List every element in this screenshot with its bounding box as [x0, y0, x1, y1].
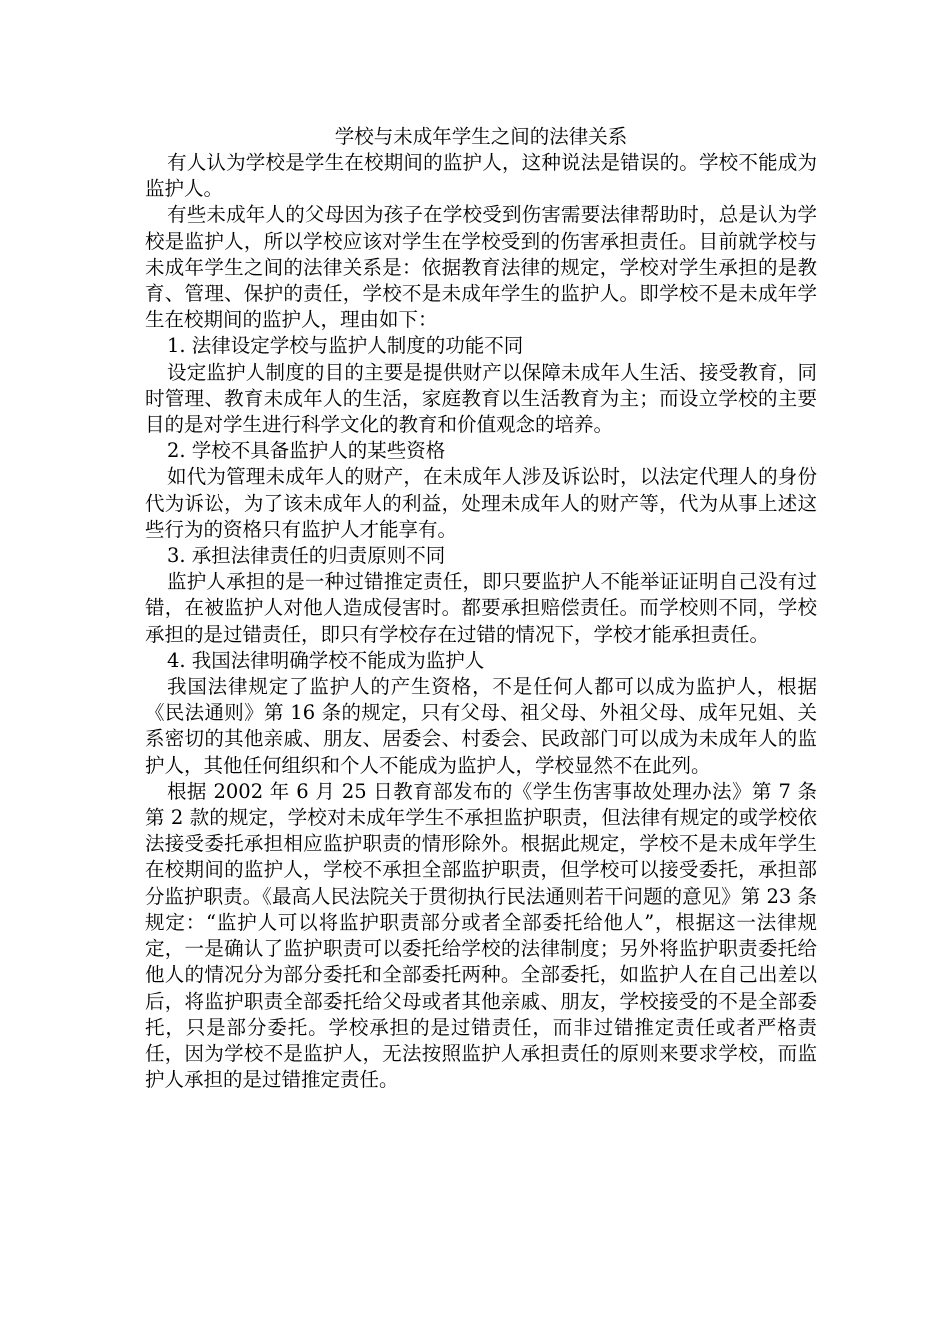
section-heading-2: 2. 学校不具备监护人的某些资格 — [167, 439, 446, 463]
section-heading-1: 1. 法律设定学校与监护人制度的功能不同 — [167, 334, 524, 358]
section-paragraph-4: 我国法律规定了监护人的产生资格，不是任何人都可以成为监护人，根据《民法通则》第 16 条的规定，只有父母、祖父母、外祖父母、成年兄姐、关系密切的其他亲戚、朋友、居委会、村委会、民政部门可以成为未成年人的监护人，其他任何组织和个人不能成为监护人，学校显然不在此列。 — [145, 675, 817, 777]
section-heading-3: 3. 承担法律责任的归责原则不同 — [167, 544, 446, 568]
background-paragraph: 有些未成年人的父母因为孩子在学校受到伤害需要法律帮助时，总是认为学校是监护人，所以学校应该对学生在学校受到的伤害承担责任。目前就学校与未成年学生之间的法律关系是：依据教育法律的规定，学校对学生承担的是教育、管理、保护的责任，学校不是未成年学生的监护人。即学校不是未成年学生在校期间的监护人，理由如下： — [145, 203, 817, 332]
section-heading-4: 4. 我国法律明确学校不能成为监护人 — [167, 648, 485, 672]
section-paragraph-1: 设定监护人制度的目的主要是提供财产以保障未成年人生活、接受教育，同时管理、教育未成年人的生活，家庭教育以生活教育为主；而设立学校的主要目的是对学生进行科学文化的教育和价值观念的培养。 — [145, 360, 817, 437]
section-paragraph-2: 如代为管理未成年人的财产，在未成年人涉及诉讼时，以法定代理人的身份代为诉讼，为了该未成年人的利益，处理未成年人的财产等，代为从事上述这些行为的资格只有监护人才能享有。 — [145, 465, 817, 541]
page-title: 学校与未成年学生之间的法律关系 — [334, 125, 628, 148]
regulation-paragraph: 根据 2002 年 6 月 25 日教育部发布的《学生伤害事故处理办法》第 7 条第 2 款的规定，学校对未成年学生不承担监护职责，但法律有规定的或学校依法接受委托承担相应监护职责的情形除外。根据此规定，学校不是未成年学生在校期间的监护人，学校不承担全部监护职责，但学校可以接受委托，承担部分监护职责。《最高人民法院关于贯彻执行民法通则若干问题的意见》第 23 条规定：“监护人可以将监护职责部分或者全部委托给他人”，根据这一法律规定，一是确认了监护职责可以委托给学校的法律制度；另外将监护职责委托给他人的情况分为部分委托和全部委托两种。全部委托，如监护人在自己出差以后，将监护职责全部委托给父母或者其他亲戚、朋友，学校接受的不是全部委托，只是部分委托。学校承担的是过错责任，而非过错推定责任或者严格责任，因为学校不是监护人，无法按照监护人承担责任的原则来要求学校，而监护人承担的是过错推定责任。 — [145, 779, 817, 1092]
document-page — [145, 124, 817, 1093]
section-paragraph-3: 监护人承担的是一种过错推定责任，即只要监护人不能举证证明自己没有过错，在被监护人对他人造成侵害时。都要承担赔偿责任。而学校则不同，学校承担的是过错责任，即只有学校存在过错的情况下，学校才能承担责任。 — [145, 570, 817, 646]
intro-paragraph: 有人认为学校是学生在校期间的监护人，这种说法是错误的。学校不能成为监护人。 — [145, 151, 817, 201]
